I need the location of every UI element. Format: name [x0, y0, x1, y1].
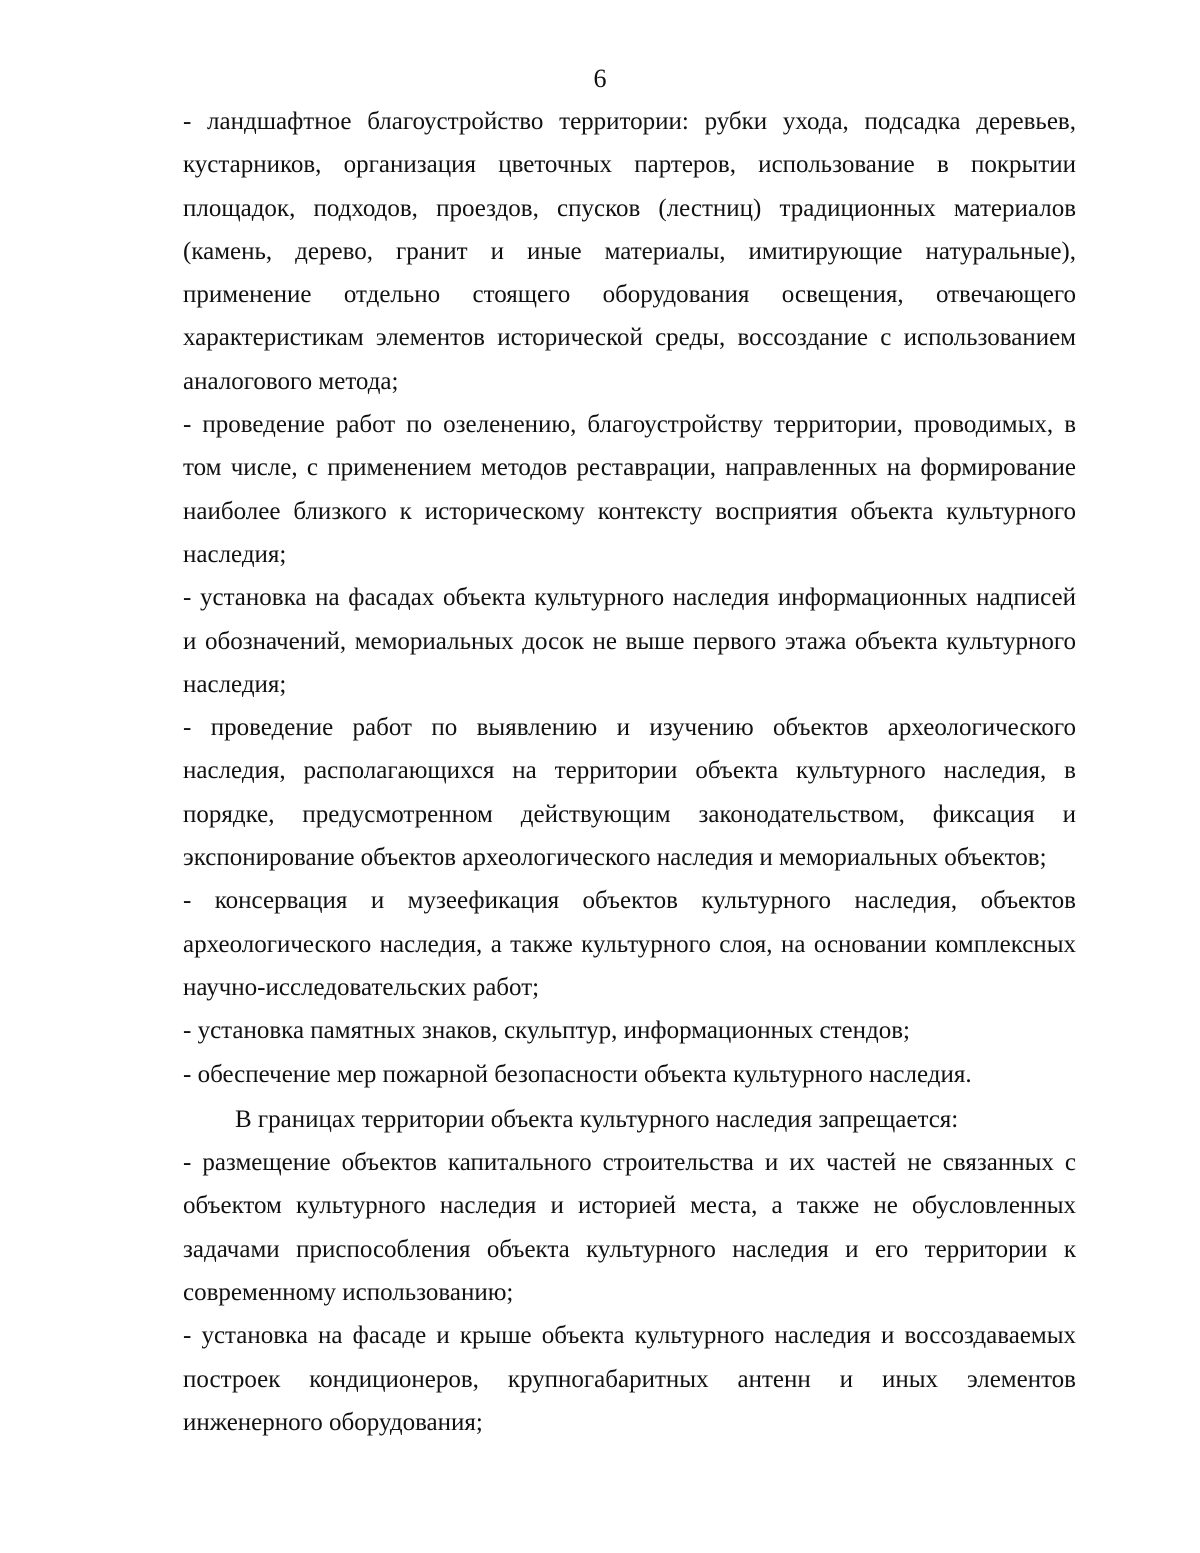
- page-number: 6: [593, 64, 607, 93]
- list-item: - установка на фасаде и крыше объекта культурного наследия и воссоздаваемых построек кондиционеров, крупногабаритных антенн и иных элементов инженерного оборудования;: [183, 1322, 1076, 1436]
- list-item: - обеспечение мер пожарной безопасности объекта культурного наследия.: [183, 1060, 972, 1088]
- list-item: - ландшафтное благоустройство территории: рубки ухода, подсадка деревьев, кустарников, организация цветочных партеров, использование в покрытии площадок, подходов, проездов, спусков (лестниц) традиционных материалов (камень, дерево, гранит и иные материалы, имитирующие натуральные), применение отдельно стоящего оборудования освещения, отвечающего характеристикам элементов исторической среды, воссоздание с использованием аналогового метода;: [183, 108, 1076, 395]
- list-item: - проведение работ по озеленению, благоустройству территории, проводимых, в том числе, с применением методов реставрации, направленных на формирование наиболее близкого к историческому контексту восприятия объекта культурного наследия;: [183, 411, 1076, 568]
- list-item: - установка памятных знаков, скульптур, информационных стендов;: [183, 1017, 910, 1045]
- list-item: - проведение работ по выявлению и изучению объектов археологического наследия, располагающихся на территории объекта культурного наследия, в порядке, предусмотренном действующим законодательством, фиксация и экспонирование объектов археологического наследия и мемориальных объектов;: [183, 714, 1076, 872]
- section-heading-paragraph: В границах территории объекта культурного наследия запрещается:: [235, 1105, 959, 1133]
- list-item: - консервация и музеефикация объектов культурного наследия, объектов археологического наследия, а также культурного слоя, на основании комплексных научно-исследовательских работ;: [183, 887, 1076, 1001]
- list-item: - размещение объектов капитального строительства и их частей не связанных с объектом культурного наследия и историей места, а также не обусловленных задачами приспособления объекта культурного наследия и его территории к современному использованию;: [183, 1149, 1076, 1307]
- document-body: [183, 100, 1076, 1444]
- list-item: - установка на фасадах объекта культурного наследия информационных надписей и обозначений, мемориальных досок не выше первого этажа объекта культурного наследия;: [183, 584, 1076, 698]
